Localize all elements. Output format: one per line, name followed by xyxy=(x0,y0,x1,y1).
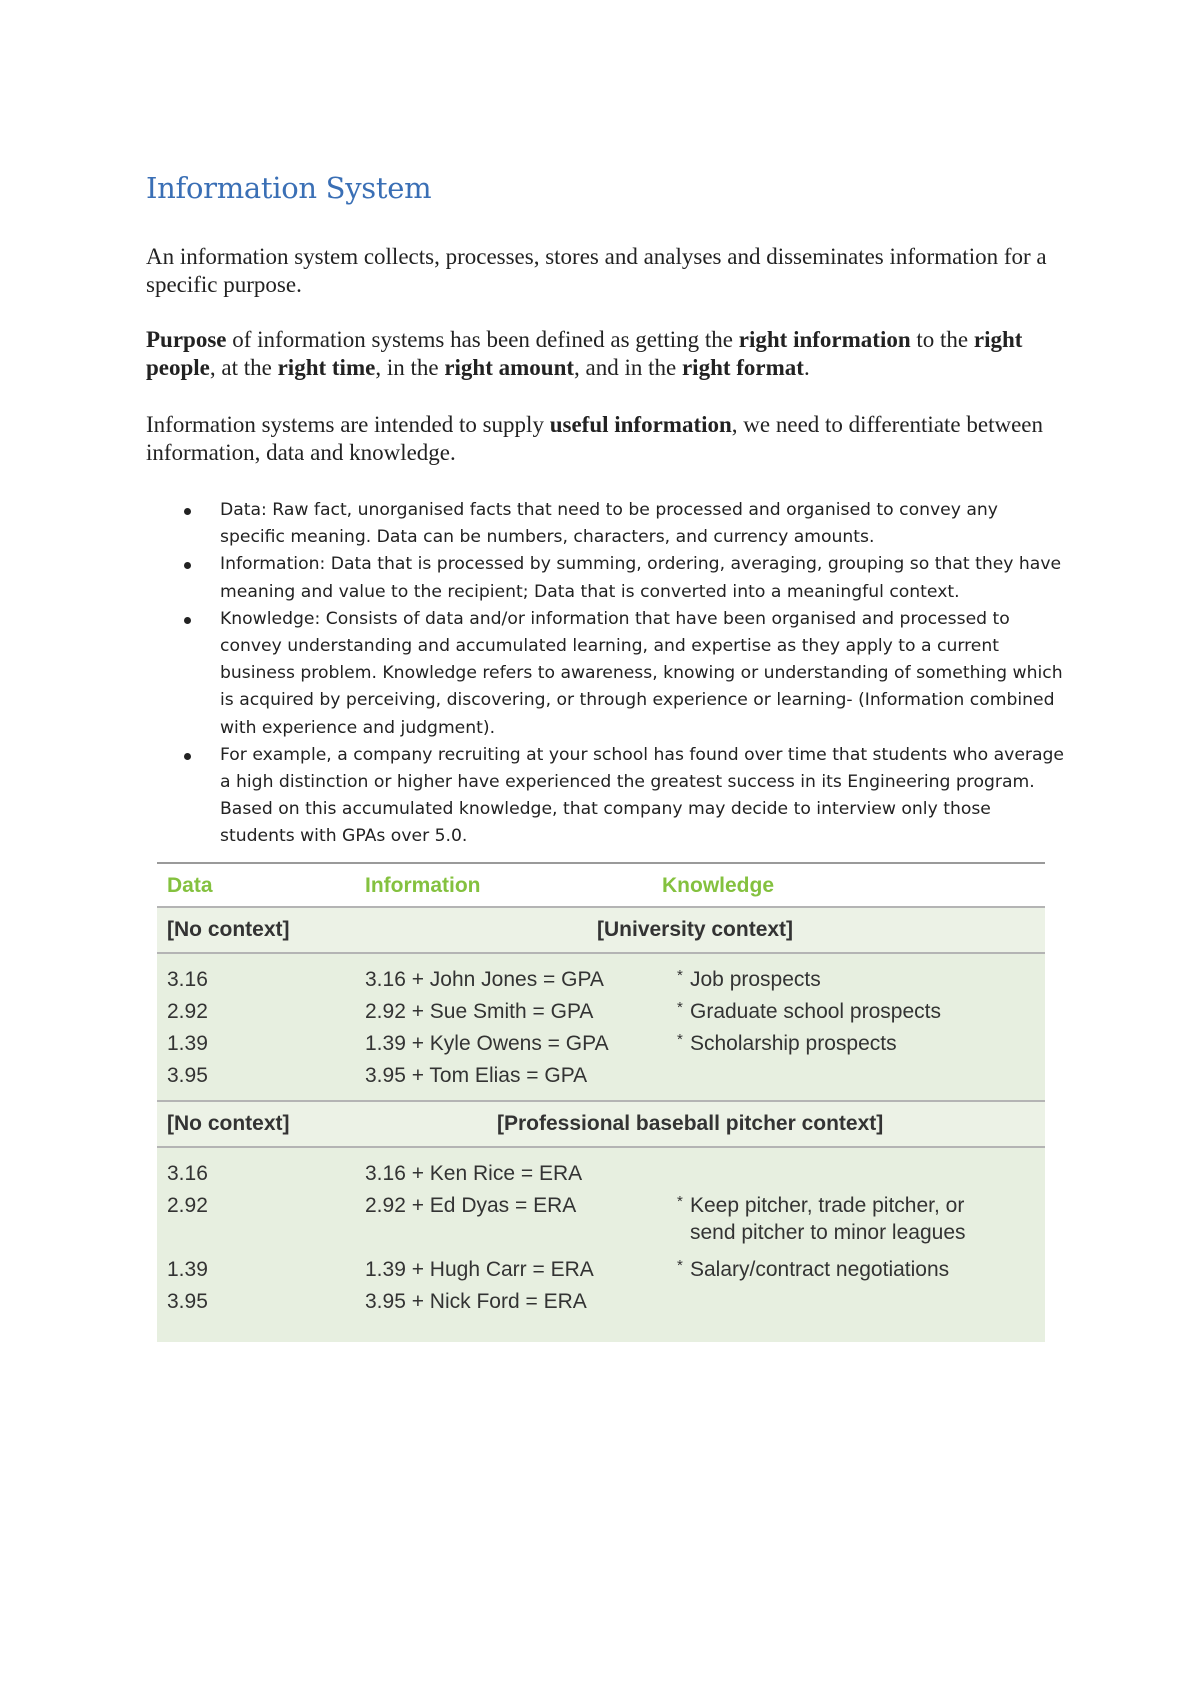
bullet-icon xyxy=(184,753,191,760)
information-cell: 2.92 + Ed Dyas = ERA xyxy=(365,1194,577,1217)
purpose-keyword: Purpose xyxy=(146,327,227,352)
no-context-label: [No context] xyxy=(167,1112,290,1135)
university-section xyxy=(157,954,1045,1100)
purpose-text: , in the xyxy=(375,355,445,380)
paragraph-text: , we need to differentiate between information, data and knowledge. xyxy=(146,412,1044,465)
list-item xyxy=(146,742,1066,851)
header-knowledge: Knowledge xyxy=(662,874,775,897)
information-cell: 3.16 + Ken Rice = ERA xyxy=(365,1162,583,1185)
baseball-section xyxy=(157,1148,1045,1342)
list-item-text: Data: Raw fact, unorganised facts that need to be processed and organised to convey any specific meaning. Data can be numbers, characters, and currency amounts. xyxy=(220,500,998,548)
right-time: right time xyxy=(277,355,376,380)
list-item xyxy=(146,551,1066,605)
list-item xyxy=(146,606,1066,742)
list-item xyxy=(146,497,1066,551)
university-context-row xyxy=(157,908,1045,954)
asterisk-icon: * xyxy=(677,999,683,1016)
list-item-text: Information: Data that is processed by summing, ordering, averaging, grouping so that they have meaning and value to the recipient; Data that is converted into a meaningful context. xyxy=(220,554,1062,602)
right-people: right people xyxy=(146,327,1023,380)
purpose-text: . xyxy=(803,355,810,380)
knowledge-cell xyxy=(677,966,821,993)
header-data: Data xyxy=(167,874,213,897)
information-cell: 1.39 + Kyle Owens = GPA xyxy=(365,1032,609,1055)
knowledge-text: Job prospects xyxy=(690,968,821,991)
asterisk-icon: * xyxy=(677,1257,683,1274)
right-format: right format xyxy=(681,355,804,380)
data-cell: 2.92 xyxy=(167,1000,208,1023)
information-cell: 3.95 + Tom Elias = GPA xyxy=(365,1064,588,1087)
baseball-context-row xyxy=(157,1102,1045,1148)
purpose-text: , at the xyxy=(209,355,278,380)
information-cell: 2.92 + Sue Smith = GPA xyxy=(365,1000,594,1023)
bullet-icon xyxy=(184,562,191,569)
page-title: Information System xyxy=(146,171,432,205)
list-item-text: For example, a company recruiting at your school has found over time that students who average a high distinction or higher have experienced the greatest success in its Engineering program. Based on this accumulated knowledge, that company may decide to interview only those students with GPAs over 5.0. xyxy=(220,744,1064,847)
data-information-knowledge-table xyxy=(157,862,1045,1342)
paragraph-text: Information systems are intended to supply xyxy=(146,412,550,437)
right-amount: right amount xyxy=(444,355,575,380)
data-cell: 2.92 xyxy=(167,1194,208,1217)
knowledge-text: Graduate school prospects xyxy=(690,1000,941,1023)
right-information: right information xyxy=(738,327,911,352)
asterisk-icon: * xyxy=(677,967,683,984)
data-cell: 3.16 xyxy=(167,968,208,991)
knowledge-cell xyxy=(677,1030,897,1057)
purpose-text: to the xyxy=(910,327,974,352)
data-cell: 1.39 xyxy=(167,1032,208,1055)
information-cell: 1.39 + Hugh Carr = ERA xyxy=(365,1258,594,1281)
asterisk-icon: * xyxy=(677,1031,683,1048)
university-context-label: [University context] xyxy=(597,918,794,941)
baseball-context-label: [Professional baseball pitcher context] xyxy=(497,1112,884,1135)
knowledge-cell xyxy=(677,1192,997,1246)
table-header-row xyxy=(157,862,1045,908)
asterisk-icon: * xyxy=(677,1193,683,1210)
data-cell: 3.95 xyxy=(167,1290,208,1313)
knowledge-text: Salary/contract negotiations xyxy=(690,1258,950,1281)
data-cell: 3.95 xyxy=(167,1064,208,1087)
knowledge-cell xyxy=(677,1256,949,1283)
purpose-text: , and in the xyxy=(574,355,682,380)
bullet-icon xyxy=(184,508,191,515)
knowledge-cell xyxy=(677,998,941,1025)
data-cell: 1.39 xyxy=(167,1258,208,1281)
knowledge-text: Scholarship prospects xyxy=(690,1032,897,1055)
information-cell: 3.16 + John Jones = GPA xyxy=(365,968,604,991)
list-item-text: Knowledge: Consists of data and/or information that have been organised and processed to convey understanding and accumulated learning, and expertise as they apply to a current business problem. Knowledge refers to awareness, knowing or understanding of something which is acquired by perceiving, discovering, or through experience or learning- (Information combined with experience and judgment). xyxy=(220,608,1063,738)
header-information: Information xyxy=(365,874,481,897)
purpose-text: of information systems has been defined as getting the xyxy=(226,327,739,352)
no-context-label: [No context] xyxy=(167,918,290,941)
useful-information-paragraph xyxy=(146,411,1066,467)
intro-paragraph: An information system collects, processes, stores and analyses and disseminates information for a specific purpose. xyxy=(146,244,1047,297)
bullet-icon xyxy=(184,617,191,624)
knowledge-text: Keep pitcher, trade pitcher, or send pitcher to minor leagues xyxy=(690,1194,966,1244)
data-cell: 3.16 xyxy=(167,1162,208,1185)
useful-information: useful information xyxy=(549,412,732,437)
purpose-paragraph xyxy=(146,326,1066,382)
definitions-list xyxy=(146,497,1066,851)
information-cell: 3.95 + Nick Ford = ERA xyxy=(365,1290,587,1313)
